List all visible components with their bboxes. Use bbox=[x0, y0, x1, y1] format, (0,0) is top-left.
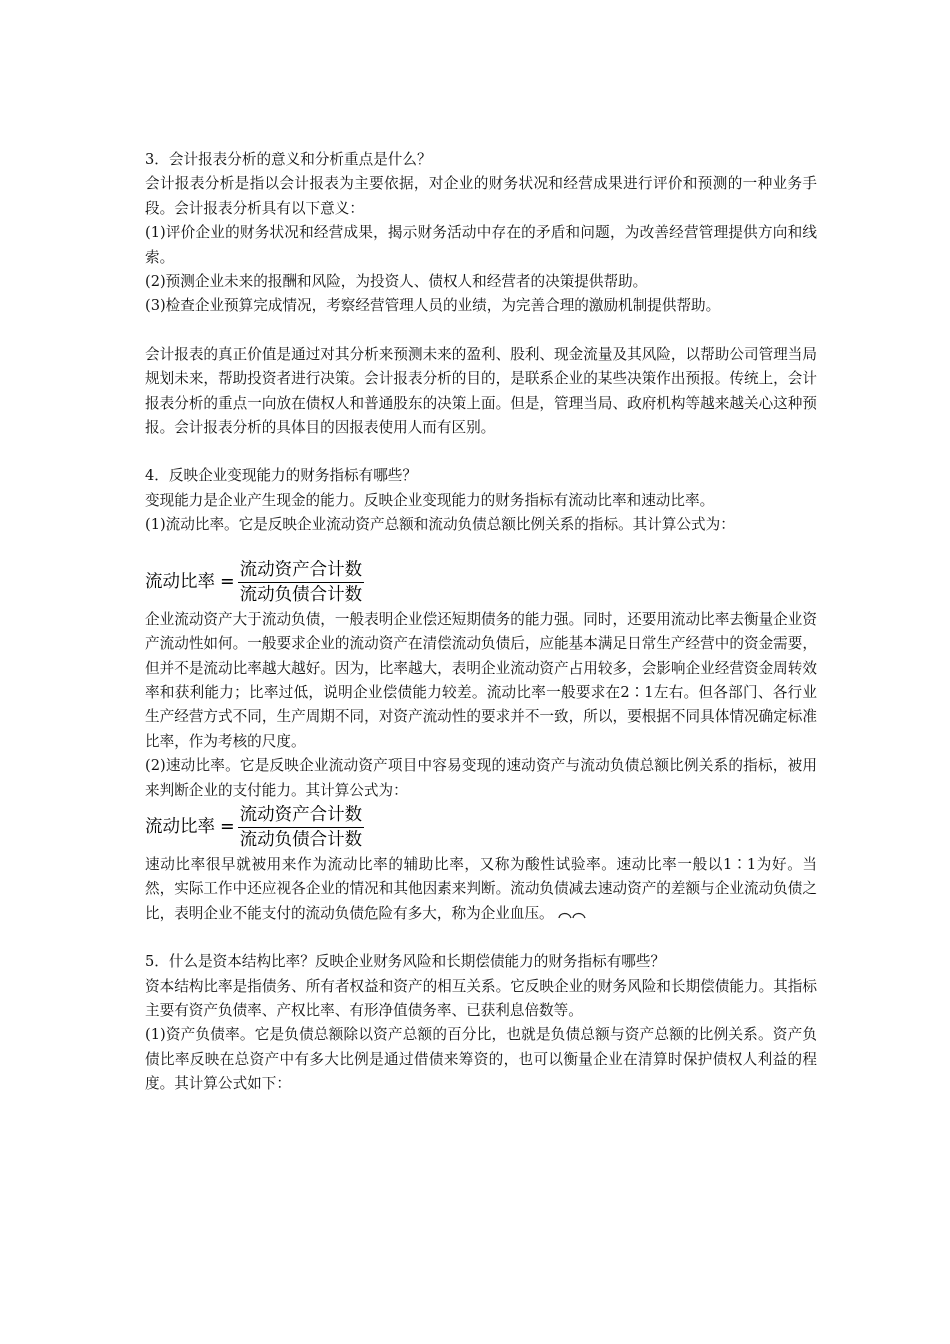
section5-heading: 5．什么是资本结构比率？反映企业财务风险和长期偿债能力的财务指标有哪些？ bbox=[145, 953, 666, 971]
section5-intro: 资本结构比率是指债务、所有者权益和资产的相互关系。它反映企业的财务风险和长期偿债能力。其指标主要有资产负债率、产权比率、有形净值债务率、已获利息倍数等。 bbox=[145, 977, 817, 1019]
section3-item-1: (1)评价企业的财务状况和经营成果，揭示财务活动中存在的矛盾和问题，为改善经营管理提供方向和线索。 bbox=[145, 224, 817, 266]
section3-intro: 会计报表分析是指以会计报表为主要依据，对企业的财务状况和经营成果进行评价和预测的一种业务手段。会计报表分析具有以下意义： bbox=[145, 175, 817, 217]
current-ratio-formula bbox=[145, 559, 817, 606]
section4-item-1: (1)流动比率。它是反映企业流动资产总额和流动负债总额比例关系的指标。其计算公式为： bbox=[145, 516, 735, 534]
formula-numerator: 流动资产合计数 bbox=[238, 804, 365, 828]
section4-item-1-text: 企业流动资产大于流动负债，一般表明企业偿还短期债务的能力强。同时，还要用流动比率去衡量企业资产流动性如何。一般要求企业的流动资产在清偿流动负债后，应能基本满足日常生产经营中的资金需要，但并不是流动比率越大越好。因为，比率越大，表明企业流动资产占用较多，会影响企业经营资金周转效率和获利能力；比率过低，说明企业偿债能力较差。流动比率一般要求在2∶1左右。但各部门、各行业生产经营方式不同，生产周期不同，对资产流动性的要求并不一致，所以，要根据不同具体情况确定标准比率，作为考核的尺度。 bbox=[145, 610, 817, 750]
section3-item-2: (2)预测企业未来的报酬和风险，为投资人、债权人和经营者的决策提供帮助。 bbox=[145, 273, 648, 291]
formula-fraction bbox=[238, 804, 365, 851]
section4-item-2: (2)速动比率。它是反映企业流动资产项目中容易变现的速动资产与流动负债总额比例关系的指标，被用来判断企业的支付能力。其计算公式为： bbox=[145, 757, 817, 799]
section5-item-1: (1)资产负债率。它是负债总额除以资产总额的百分比，也就是负债总额与资产总额的比例关系。资产负债比率反映在总资产中有多大比例是通过借债来筹资的，也可以衡量企业在清算时保护债权人利益的程度。其计算公式如下： bbox=[145, 1026, 817, 1093]
section3-item-3: (3)检查企业预算完成情况，考察经营管理人员的业绩，为完善合理的激励机制提供帮助。 bbox=[145, 297, 721, 315]
quick-ratio-formula bbox=[145, 804, 817, 851]
paragraph-gap bbox=[145, 926, 817, 950]
formula-denominator: 流动负债合计数 bbox=[239, 829, 363, 850]
section3-paragraph: 会计报表的真正价值是通过对其分析来预测未来的盈利、股利、现金流量及其风险，以帮助公司管理当局规划未来，帮助投资者进行决策。会计报表分析的目的，是联系企业的某些决策作出预报。传统上，会计报表分析的重点一向放在债权人和普通股东的决策上面。但是，管理当局、政府机构等越来越关心这种预报。会计报表分析的具体目的因报表使用人而有区别。 bbox=[145, 345, 817, 437]
section4-item-2-text: 速动比率很早就被用来作为流动比率的辅助比率，又称为酸性试验率。速动比率一般以1∶1为好。当然，实际工作中还应视各企业的情况和其他因素来判断。流动负债减去速动资产的差额与企业流动负债之比，表明企业不能支付的流动负债危险有多大，称为企业血压。 bbox=[145, 855, 817, 922]
formula-lhs: 流动比率 bbox=[145, 817, 215, 838]
formula-lhs: 流动比率 bbox=[145, 572, 215, 593]
paragraph-gap bbox=[145, 440, 817, 464]
paragraph-gap bbox=[145, 319, 817, 343]
ink-mark-icon bbox=[558, 910, 586, 919]
section4-item-2-text-block bbox=[145, 853, 817, 926]
formula-equals: = bbox=[220, 572, 235, 593]
section4-heading: 4．反映企业变现能力的财务指标有哪些？ bbox=[145, 467, 417, 485]
formula-equals: = bbox=[220, 817, 235, 838]
document-body bbox=[145, 148, 817, 1097]
formula-denominator: 流动负债合计数 bbox=[239, 584, 363, 605]
formula-fraction bbox=[238, 559, 365, 606]
section3-heading: 3．会计报表分析的意义和分析重点是什么？ bbox=[145, 151, 432, 168]
formula-numerator: 流动资产合计数 bbox=[238, 559, 365, 583]
section4-intro: 变现能力是企业产生现金的能力。反映企业变现能力的财务指标有流动比率和速动比率。 bbox=[145, 491, 715, 509]
